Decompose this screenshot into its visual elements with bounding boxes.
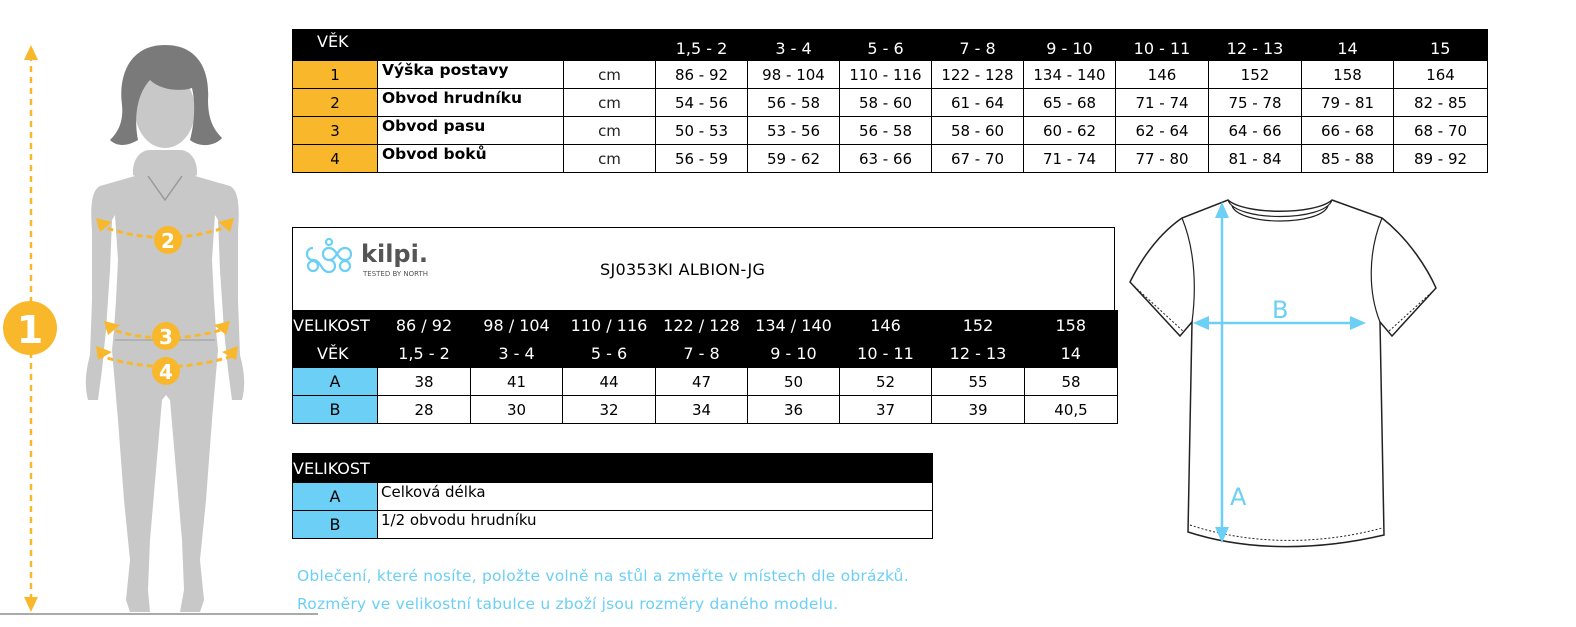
cell: 82 - 85 — [1394, 89, 1488, 117]
row-letter: B — [293, 396, 378, 424]
table-row — [293, 117, 1488, 145]
age-col: 7 - 8 — [932, 30, 1024, 61]
cell: 146 — [1116, 61, 1209, 89]
cell: 77 - 80 — [1116, 145, 1209, 173]
table-row — [293, 145, 1488, 173]
cell: 60 - 62 — [1024, 117, 1116, 145]
size-col: 86 / 92 — [378, 311, 471, 340]
cell: 52 — [840, 368, 932, 396]
tshirt-diagram — [1120, 190, 1450, 560]
size-col: 158 — [1025, 311, 1118, 340]
measurement-table — [292, 310, 1118, 424]
width-label: B — [1272, 296, 1289, 324]
table-row — [293, 396, 1118, 424]
marker-3-label: 3 — [159, 325, 173, 349]
length-label: A — [1230, 483, 1247, 511]
cell: 67 - 70 — [932, 145, 1024, 173]
size-col: 122 / 128 — [656, 311, 748, 340]
row-unit: cm — [564, 145, 656, 173]
cell: 38 — [378, 368, 471, 396]
cell: 32 — [563, 396, 656, 424]
row-number: 1 — [293, 61, 378, 89]
size-label: VELIKOST — [293, 311, 378, 340]
cell: 110 - 116 — [840, 61, 932, 89]
size-table-header — [293, 30, 1488, 61]
cell: 28 — [378, 396, 471, 424]
legend-title: VELIKOST — [293, 454, 933, 483]
age-col: 14 — [1302, 30, 1394, 61]
cell: 36 — [748, 396, 840, 424]
cell: 62 - 64 — [1116, 117, 1209, 145]
brand-name: kilpi. — [361, 240, 428, 268]
cell: 56 - 58 — [840, 117, 932, 145]
table-row — [293, 61, 1488, 89]
cell: 98 - 104 — [748, 61, 840, 89]
row-unit: cm — [564, 89, 656, 117]
header-age-label: VĚK — [293, 30, 378, 61]
cell: 40,5 — [1025, 396, 1118, 424]
cell: 158 — [1302, 61, 1394, 89]
row-label: Obvod hrudníku — [378, 89, 564, 117]
row-number: 4 — [293, 145, 378, 173]
instruction-note: Oblečení, které nosíte, položte volně na stůl a změřte v místech dle obrázků. — [297, 567, 909, 585]
table-row — [293, 89, 1488, 117]
table-row — [293, 368, 1118, 396]
age-col: 7 - 8 — [656, 339, 748, 368]
size-col: 146 — [840, 311, 932, 340]
cell: 63 - 66 — [840, 145, 932, 173]
cell: 58 - 60 — [932, 117, 1024, 145]
marker-4-label: 4 — [159, 360, 173, 384]
size-col: 134 / 140 — [748, 311, 840, 340]
cell: 59 - 62 — [748, 145, 840, 173]
cell: 81 - 84 — [1209, 145, 1302, 173]
age-col: 5 - 6 — [840, 30, 932, 61]
cell: 61 - 64 — [932, 89, 1024, 117]
cell: 64 - 66 — [1209, 117, 1302, 145]
row-label: Obvod pasu — [378, 117, 564, 145]
age-col: 1,5 - 2 — [378, 339, 471, 368]
row-letter: A — [293, 368, 378, 396]
cell: 58 — [1025, 368, 1118, 396]
legend-table — [292, 453, 933, 539]
cell: 122 - 128 — [932, 61, 1024, 89]
cell: 47 — [656, 368, 748, 396]
measurement-size-header — [293, 311, 1118, 340]
age-col: 12 - 13 — [1209, 30, 1302, 61]
row-number: 3 — [293, 117, 378, 145]
age-col: 12 - 13 — [932, 339, 1025, 368]
cell: 44 — [563, 368, 656, 396]
cell: 41 — [471, 368, 563, 396]
product-code: SJ0353KI ALBION-JG — [600, 260, 766, 279]
row-label: Výška postavy — [378, 61, 564, 89]
row-number: 2 — [293, 89, 378, 117]
cell: 66 - 68 — [1302, 117, 1394, 145]
kilpi-logo — [301, 236, 451, 281]
row-letter: B — [293, 511, 378, 539]
cell: 50 — [748, 368, 840, 396]
table-row — [293, 483, 933, 511]
cell: 71 - 74 — [1116, 89, 1209, 117]
size-col: 110 / 116 — [563, 311, 656, 340]
cell: 68 - 70 — [1394, 117, 1488, 145]
row-description: 1/2 obvodu hrudníku — [378, 511, 933, 539]
age-col: 14 — [1025, 339, 1118, 368]
age-col: 5 - 6 — [563, 339, 656, 368]
cell: 50 - 53 — [656, 117, 748, 145]
marker-2-label: 2 — [161, 229, 175, 253]
cell: 86 - 92 — [656, 61, 748, 89]
measurement-age-header — [293, 339, 1118, 368]
cell: 164 — [1394, 61, 1488, 89]
cell: 75 - 78 — [1209, 89, 1302, 117]
brand-tagline: TESTED BY NORTH — [363, 270, 429, 278]
cell: 65 - 68 — [1024, 89, 1116, 117]
age-col: 10 - 11 — [840, 339, 932, 368]
size-col: 98 / 104 — [471, 311, 563, 340]
cell: 56 - 59 — [656, 145, 748, 173]
knot-icon — [307, 239, 351, 272]
cell: 85 - 88 — [1302, 145, 1394, 173]
age-col: 9 - 10 — [1024, 30, 1116, 61]
cell: 53 - 56 — [748, 117, 840, 145]
age-col: 1,5 - 2 — [656, 30, 748, 61]
age-col: 10 - 11 — [1116, 30, 1209, 61]
cell: 30 — [471, 396, 563, 424]
row-label: Obvod boků — [378, 145, 564, 173]
cell: 34 — [656, 396, 748, 424]
table-row — [293, 511, 933, 539]
cell: 89 - 92 — [1394, 145, 1488, 173]
tshirt-outline — [1130, 200, 1436, 547]
age-col: 3 - 4 — [471, 339, 563, 368]
cell: 54 - 56 — [656, 89, 748, 117]
body-measurement-figure — [0, 35, 320, 627]
product-box — [292, 227, 1115, 310]
age-col: 3 - 4 — [748, 30, 840, 61]
cell: 71 - 74 — [1024, 145, 1116, 173]
row-unit: cm — [564, 61, 656, 89]
size-table — [292, 29, 1488, 173]
size-col: 152 — [932, 311, 1025, 340]
cell: 37 — [840, 396, 932, 424]
cell: 79 - 81 — [1302, 89, 1394, 117]
cell: 56 - 58 — [748, 89, 840, 117]
row-unit: cm — [564, 117, 656, 145]
disclaimer-note: Rozměry ve velikostní tabulce u zboží jsou rozměry daného modelu. — [297, 595, 839, 613]
cell: 55 — [932, 368, 1025, 396]
age-col: 9 - 10 — [748, 339, 840, 368]
marker-1-label: 1 — [16, 308, 44, 352]
age-col: 15 — [1394, 30, 1488, 61]
cell: 58 - 60 — [840, 89, 932, 117]
age-label: VĚK — [293, 339, 378, 368]
cell: 39 — [932, 396, 1025, 424]
cell: 152 — [1209, 61, 1302, 89]
legend-header — [293, 454, 933, 483]
cell: 134 - 140 — [1024, 61, 1116, 89]
row-description: Celková délka — [378, 483, 933, 511]
row-letter: A — [293, 483, 378, 511]
